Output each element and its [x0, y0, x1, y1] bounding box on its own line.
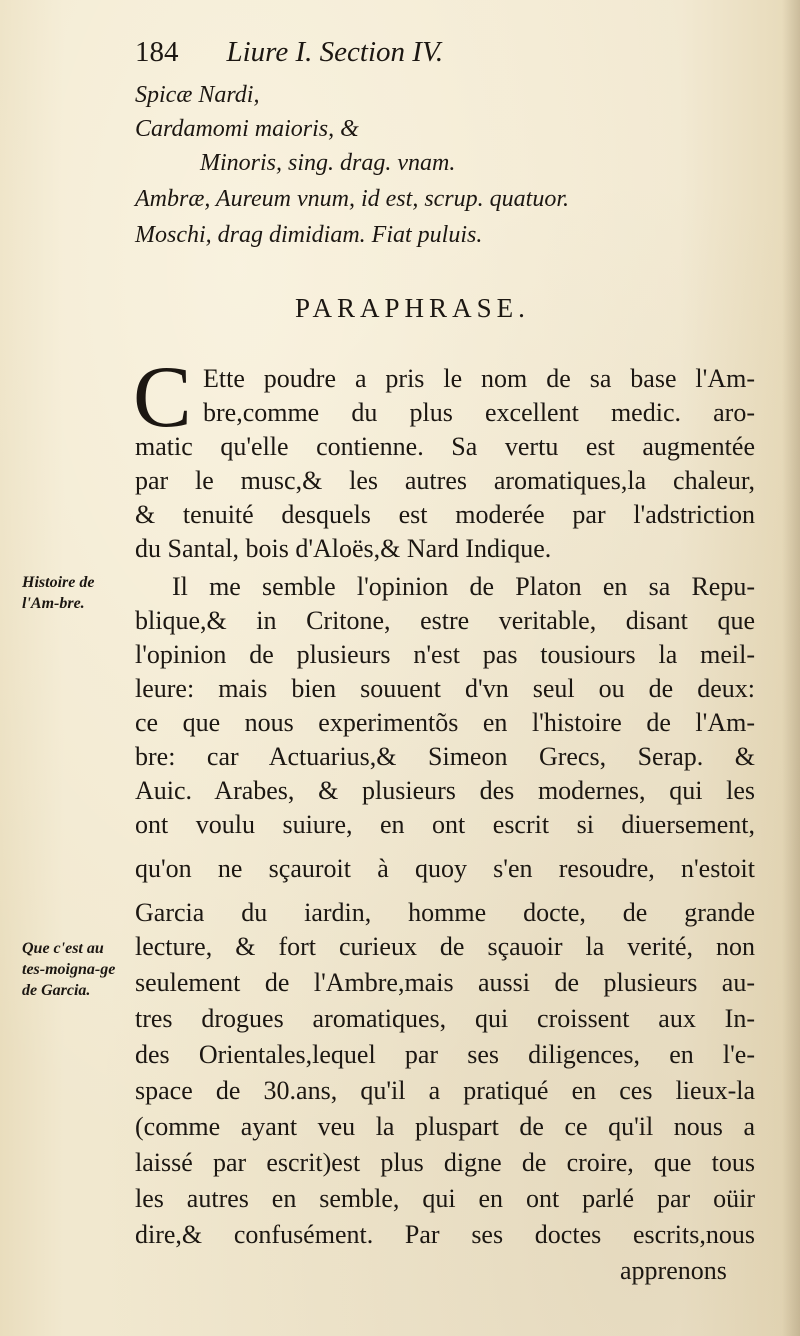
body-line: tres drogues aromatiques, qui croissent aux In-: [135, 1004, 755, 1033]
body-line: & tenuité desquels est moderée par l'adstriction: [135, 500, 755, 529]
body-line: leure: mais bien souuent d'vn seul ou de deux:: [135, 674, 755, 703]
body-line: seulement de l'Ambre,mais aussi de plusieurs au-: [135, 968, 755, 997]
body-line: Ette poudre a pris le nom de sa base l'Am-: [203, 364, 755, 393]
page-number: 184: [135, 36, 179, 68]
body-line: les autres en semble, qui en ont parlé par oüir: [135, 1184, 755, 1213]
page-header: [135, 36, 443, 69]
body-line: bre,comme du plus excellent medic. aro-: [203, 398, 755, 427]
body-line: matic qu'elle contienne. Sa vertu est augmentée: [135, 432, 755, 461]
body-line: qu'on ne sçauroit à quoy s'en resoudre, n'estoit: [135, 854, 755, 883]
body-line: Auic. Arabes, & plusieurs des modernes, qui les: [135, 776, 755, 805]
recipe-line: Cardamomi maioris, &: [135, 116, 359, 142]
body-line: dire,& confusément. Par ses doctes escrits,nous: [135, 1220, 755, 1249]
body-line: lecture, & fort curieux de sçauoir la verité, non: [135, 932, 755, 961]
recipe-line: Spicæ Nardi,: [135, 82, 260, 108]
margin-note-garcia: Que c'est au tes-moigna-ge de Garcia.: [22, 940, 116, 999]
page-edge-shadow: [782, 0, 800, 1336]
drop-cap: C: [133, 349, 192, 446]
body-line: du Santal, bois d'Aloës,& Nard Indique.: [135, 534, 552, 563]
body-line: space de 30.ans, qu'il a pratiqué en ces lieux-la: [135, 1076, 755, 1105]
recipe-line: Minoris, sing. drag. vnam.: [200, 150, 456, 176]
body-line: des Orientales,lequel par ses diligences, en l'e-: [135, 1040, 755, 1069]
body-line: laissé par escrit)est plus digne de croire, que tous: [135, 1148, 755, 1177]
body-line: par le musc,& les autres aromatiques,la chaleur,: [135, 466, 755, 495]
section-heading: PARAPHRASE.: [295, 293, 530, 323]
recipe-line: Ambræ, Aureum vnum, id est, scrup. quatuor.: [135, 186, 569, 212]
body-line: Garcia du iardin, homme docte, de grande: [135, 898, 755, 927]
body-line: blique,& in Critone, estre veritable, disant que: [135, 606, 755, 635]
body-line: bre: car Actuarius,& Simeon Grecs, Serap. &: [135, 742, 755, 771]
margin-note-histoire: Histoire de l'Am-bre.: [22, 574, 95, 612]
recipe-line: Moschi, drag dimidiam. Fiat puluis.: [135, 222, 483, 248]
body-line: Il me semble l'opinion de Platon en sa Repu-: [172, 572, 755, 601]
body-line: (comme ayant veu la pluspart de ce qu'il nous a: [135, 1112, 755, 1141]
running-head: Liure I. Section IV.: [226, 36, 444, 68]
body-line: l'opinion de plusieurs n'est pas tousiours la meil-: [135, 640, 755, 669]
body-line: ont voulu suiure, en ont escrit si diuersement,: [135, 810, 755, 839]
catchword: apprenons: [620, 1256, 727, 1285]
body-line: ce que nous experimentõs en l'histoire de l'Am-: [135, 708, 755, 737]
